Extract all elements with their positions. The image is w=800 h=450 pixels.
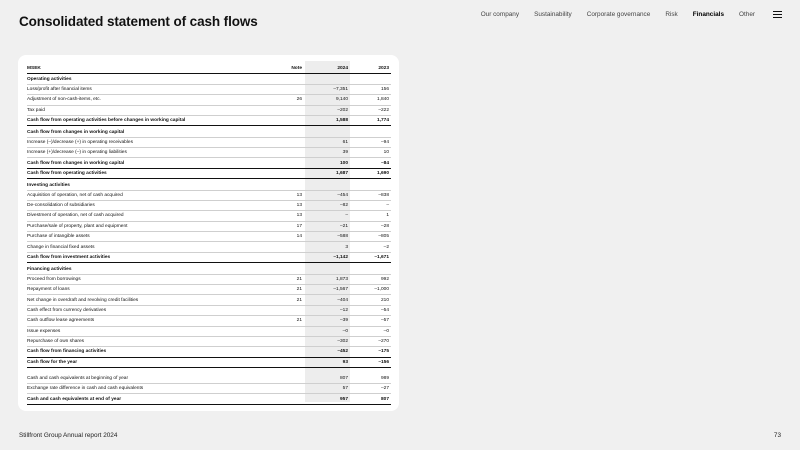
value-2024: –302 bbox=[304, 336, 350, 346]
note-cell: 26 bbox=[251, 95, 304, 105]
value-2024: –1,142 bbox=[304, 252, 350, 262]
table-row bbox=[27, 295, 391, 305]
note-cell bbox=[251, 242, 304, 252]
value-2023: 1 bbox=[350, 211, 391, 221]
note-cell: 21 bbox=[251, 284, 304, 294]
value-2023: –805 bbox=[350, 232, 391, 242]
value-2024: –7,351 bbox=[304, 84, 350, 94]
row-label: Proceed from borrowings bbox=[27, 274, 251, 284]
note-cell: 14 bbox=[251, 232, 304, 242]
table-row bbox=[27, 105, 391, 115]
table-row bbox=[27, 211, 391, 221]
table-row bbox=[27, 221, 391, 231]
value-2024: 57 bbox=[304, 384, 350, 394]
value-2024: 3 bbox=[304, 242, 350, 252]
section-header-row bbox=[27, 179, 391, 190]
row-label: Acquisition of operation, net of cash acquired bbox=[27, 190, 251, 200]
note-cell bbox=[251, 105, 304, 115]
value-2023: –57 bbox=[350, 316, 391, 326]
row-label: Net change in overdraft and revolving credit facilities bbox=[27, 295, 251, 305]
nav-item-other[interactable]: Other bbox=[739, 11, 755, 18]
value-2023: –222 bbox=[350, 105, 391, 115]
nav-item-financials[interactable]: Financials bbox=[692, 11, 725, 18]
table-row bbox=[27, 284, 391, 294]
value-2024: 1,687 bbox=[304, 168, 350, 178]
row-label: Issue expenses bbox=[27, 326, 251, 336]
nav-item-our-company[interactable]: Our company bbox=[480, 11, 520, 18]
table-header-row bbox=[27, 64, 391, 73]
table-row bbox=[27, 305, 391, 315]
note-cell bbox=[251, 168, 304, 178]
table-row bbox=[27, 316, 391, 326]
row-label: Purchase of intangible assets bbox=[27, 232, 251, 242]
value-2024: 807 bbox=[304, 373, 350, 383]
row-label: Increase (–)/decrease (+) in operating receivables bbox=[27, 137, 251, 147]
total-row bbox=[27, 394, 391, 404]
note-cell bbox=[251, 347, 304, 357]
row-label: Cash and cash equivalents at end of year bbox=[27, 394, 251, 404]
total-row bbox=[27, 252, 391, 262]
note-cell bbox=[251, 148, 304, 158]
table-row bbox=[27, 373, 391, 383]
row-label: Cash and cash equivalents at beginning of year bbox=[27, 373, 251, 383]
value-2023: 1,690 bbox=[350, 168, 391, 178]
cash-flow-table bbox=[27, 64, 391, 405]
table-row bbox=[27, 336, 391, 346]
table-row bbox=[27, 384, 391, 394]
note-cell bbox=[251, 158, 304, 168]
value-2023: 1,840 bbox=[350, 95, 391, 105]
value-2024: 61 bbox=[304, 137, 350, 147]
value-2023: 992 bbox=[350, 274, 391, 284]
note-cell bbox=[251, 394, 304, 404]
table-row bbox=[27, 242, 391, 252]
table-row bbox=[27, 95, 391, 105]
note-cell bbox=[251, 384, 304, 394]
note-cell: 13 bbox=[251, 200, 304, 210]
top-navigation bbox=[466, 11, 782, 18]
row-label: Tax paid bbox=[27, 105, 251, 115]
value-2023: 156 bbox=[350, 84, 391, 94]
value-2023: –94 bbox=[350, 137, 391, 147]
table-row bbox=[27, 148, 391, 158]
value-2024: –21 bbox=[304, 221, 350, 231]
nav-item-risk[interactable]: Risk bbox=[665, 11, 678, 18]
total-row bbox=[27, 347, 391, 357]
value-2024: 1,588 bbox=[304, 115, 350, 125]
total-row bbox=[27, 115, 391, 125]
value-2023: –0 bbox=[350, 326, 391, 336]
value-2024: – bbox=[304, 211, 350, 221]
page-number: 73 bbox=[773, 432, 781, 439]
row-label: Cash effect from currency derivatives bbox=[27, 305, 251, 315]
value-2024: –588 bbox=[304, 232, 350, 242]
value-2023: –1,000 bbox=[350, 284, 391, 294]
row-label: Repurchase of own shares bbox=[27, 336, 251, 346]
value-2023: 1,774 bbox=[350, 115, 391, 125]
row-label: Divestment of operation, net of cash acquired bbox=[27, 211, 251, 221]
row-label: Change in financial fixed assets bbox=[27, 242, 251, 252]
row-label: Repayment of loans bbox=[27, 284, 251, 294]
value-2024: –0 bbox=[304, 326, 350, 336]
value-2024: 957 bbox=[304, 394, 350, 404]
value-2023: –54 bbox=[350, 305, 391, 315]
value-2024: –82 bbox=[304, 200, 350, 210]
value-2023: –156 bbox=[350, 357, 391, 367]
value-2024: 9,140 bbox=[304, 95, 350, 105]
total-row bbox=[27, 158, 391, 168]
value-2024: 100 bbox=[304, 158, 350, 168]
note-cell bbox=[251, 84, 304, 94]
row-label: Loss/profit after financial items bbox=[27, 84, 251, 94]
note-cell bbox=[251, 115, 304, 125]
table-row bbox=[27, 190, 391, 200]
section-label: Cash flow from changes in working capital bbox=[27, 126, 391, 137]
value-2024: –39 bbox=[304, 316, 350, 326]
value-2024: –202 bbox=[304, 105, 350, 115]
value-2023: –84 bbox=[350, 158, 391, 168]
table-row bbox=[27, 137, 391, 147]
note-cell bbox=[251, 373, 304, 383]
section-header-row bbox=[27, 126, 391, 137]
header-note: Note bbox=[251, 64, 304, 73]
note-cell bbox=[251, 305, 304, 315]
note-cell: 21 bbox=[251, 316, 304, 326]
header-2023: 2023 bbox=[350, 64, 391, 73]
section-label: Investing activities bbox=[27, 179, 391, 190]
row-label: Cash outflow lease agreements bbox=[27, 316, 251, 326]
value-2024: –452 bbox=[304, 347, 350, 357]
section-header-row bbox=[27, 73, 391, 84]
value-2023: –2 bbox=[350, 242, 391, 252]
note-cell bbox=[251, 336, 304, 346]
value-2024: 93 bbox=[304, 357, 350, 367]
note-cell bbox=[251, 137, 304, 147]
table-row bbox=[27, 232, 391, 242]
section-label: Financing activities bbox=[27, 263, 391, 274]
value-2024: –12 bbox=[304, 305, 350, 315]
row-label: Increase (+)/decrease (–) in operating liabilities bbox=[27, 148, 251, 158]
row-label: De-consolidation of subsidiaries bbox=[27, 200, 251, 210]
row-label: Cash flow from investment activities bbox=[27, 252, 251, 262]
value-2023: – bbox=[350, 200, 391, 210]
note-cell bbox=[251, 357, 304, 367]
note-cell: 17 bbox=[251, 221, 304, 231]
table-row bbox=[27, 84, 391, 94]
value-2023: 210 bbox=[350, 295, 391, 305]
nav-item-corporate-governance[interactable]: Corporate governance bbox=[586, 11, 651, 18]
value-2024: –1,567 bbox=[304, 284, 350, 294]
total-row bbox=[27, 357, 391, 367]
section-label: Operating activities bbox=[27, 73, 391, 84]
note-cell: 13 bbox=[251, 211, 304, 221]
table-row bbox=[27, 200, 391, 210]
value-2023: –270 bbox=[350, 336, 391, 346]
table-row bbox=[27, 274, 391, 284]
row-label: Cash flow from operating activities before changes in working capital bbox=[27, 115, 251, 125]
value-2024: 1,873 bbox=[304, 274, 350, 284]
value-2023: –175 bbox=[350, 347, 391, 357]
row-label: Exchange rate difference in cash and cash equivalents bbox=[27, 384, 251, 394]
header-2024: 2024 bbox=[304, 64, 350, 73]
header-msek: MSEK bbox=[27, 64, 251, 73]
row-label: Cash flow from financing activities bbox=[27, 347, 251, 357]
value-2023: –27 bbox=[350, 384, 391, 394]
row-label: Cash flow from changes in working capital bbox=[27, 158, 251, 168]
table-row bbox=[27, 326, 391, 336]
value-2023: –28 bbox=[350, 221, 391, 231]
row-label: Cash flow for the year bbox=[27, 357, 251, 367]
nav-items bbox=[466, 11, 755, 18]
row-label: Cash flow from operating activities bbox=[27, 168, 251, 178]
note-cell: 21 bbox=[251, 274, 304, 284]
note-cell bbox=[251, 326, 304, 336]
row-label: Adjustment of non-cash-items, etc. bbox=[27, 95, 251, 105]
footer-report-name: Stillfront Group Annual report 2024 bbox=[19, 432, 118, 439]
note-cell bbox=[251, 252, 304, 262]
value-2023: –838 bbox=[350, 190, 391, 200]
value-2024: –404 bbox=[304, 295, 350, 305]
value-2023: –1,671 bbox=[350, 252, 391, 262]
row-label: Purchase/sale of property, plant and equipment bbox=[27, 221, 251, 231]
value-2024: 39 bbox=[304, 148, 350, 158]
hamburger-menu-icon[interactable] bbox=[773, 11, 782, 18]
value-2023: 989 bbox=[350, 373, 391, 383]
value-2024: –454 bbox=[304, 190, 350, 200]
cash-flow-card bbox=[18, 55, 399, 411]
nav-item-sustainability[interactable]: Sustainability bbox=[534, 11, 572, 18]
value-2023: 807 bbox=[350, 394, 391, 404]
section-header-row bbox=[27, 263, 391, 274]
page-title: Consolidated statement of cash flows bbox=[19, 14, 258, 29]
note-cell: 21 bbox=[251, 295, 304, 305]
table-body bbox=[27, 73, 391, 404]
value-2023: 10 bbox=[350, 148, 391, 158]
note-cell: 13 bbox=[251, 190, 304, 200]
total-row bbox=[27, 168, 391, 178]
